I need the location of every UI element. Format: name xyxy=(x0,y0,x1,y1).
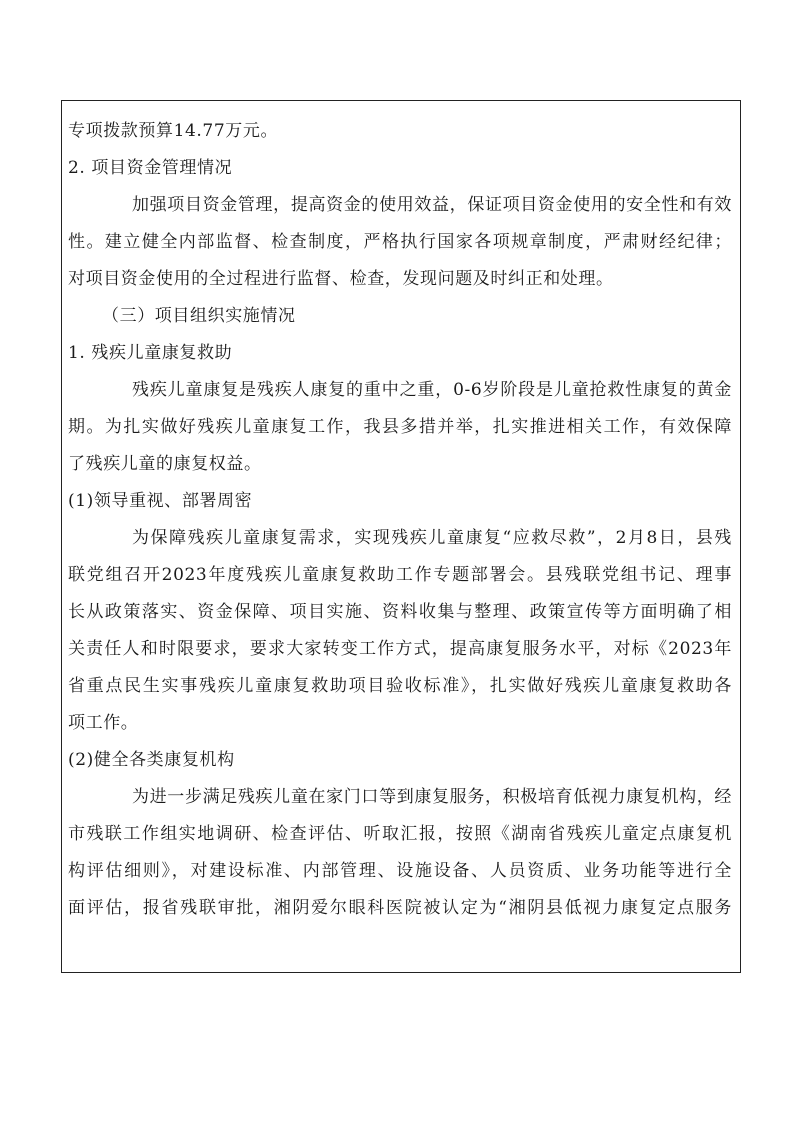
paragraph-line: 长从政策落实、资金保障、项目实施、资料收集与整理、政策宣传等方面明确了相 xyxy=(68,602,732,622)
document-body xyxy=(68,113,732,927)
paragraph-line: 联党组召开2023年度残疾儿童康复救助工作专题部署会。县残联党组书记、理事 xyxy=(68,565,732,585)
paragraph-line: 期。为扎实做好残疾儿童康复工作，我县多措并举，扎实推进相关工作，有效保障 xyxy=(68,417,732,437)
paragraph-line: 关责任人和时限要求，要求大家转变工作方式，提高康复服务水平，对标《2023年 xyxy=(68,639,732,659)
paragraph-line: 加强项目资金管理，提高资金的使用效益，保证项目资金使用的安全性和有效 xyxy=(132,195,732,215)
paragraph-line: 性。建立健全内部监督、检查制度，严格执行国家各项规章制度，严肃财经纪律； xyxy=(68,232,732,252)
section-heading: 1. 残疾儿童康复救助 xyxy=(68,343,233,363)
section-heading: 2. 项目资金管理情况 xyxy=(68,158,233,178)
paragraph-line: 市残联工作组实地调研、检查评估、听取汇报，按照《湖南省残疾儿童定点康复机 xyxy=(68,824,732,844)
paragraph-line: 构评估细则》，对建设标准、内部管理、设施设备、人员资质、业务功能等进行全 xyxy=(68,861,732,881)
paragraph-line: 对项目资金使用的全过程进行监督、检查，发现问题及时纠正和处理。 xyxy=(68,269,614,289)
paragraph-line: 面评估，报省残联审批，湘阴爱尔眼科医院被认定为“湘阴县低视力康复定点服务 xyxy=(68,898,732,918)
paragraph-line: 为保障残疾儿童康复需求，实现残疾儿童康复“应救尽救”，2月8日，县残 xyxy=(132,528,732,548)
paragraph-line: 专项拨款预算14.77万元。 xyxy=(68,121,279,141)
paragraph-line: 项工作。 xyxy=(68,713,139,733)
section-heading: （三）项目组织实施情况 xyxy=(102,306,296,326)
paragraph-line: 为进一步满足残疾儿童在家门口等到康复服务，积极培育低视力康复机构，经 xyxy=(132,787,732,807)
paragraph-line: 残疾儿童康复是残疾人康复的重中之重，0-6岁阶段是儿童抢救性康复的黄金 xyxy=(132,380,732,400)
subsection-heading: (2)健全各类康复机构 xyxy=(68,750,235,770)
paragraph-line: 了残疾儿童的康复权益。 xyxy=(68,454,262,474)
paragraph-line: 省重点民生实事残疾儿童康复救助项目验收标准》，扎实做好残疾儿童康复救助各 xyxy=(68,676,732,696)
subsection-heading: (1)领导重视、部署周密 xyxy=(68,491,253,511)
document-frame xyxy=(61,100,741,973)
